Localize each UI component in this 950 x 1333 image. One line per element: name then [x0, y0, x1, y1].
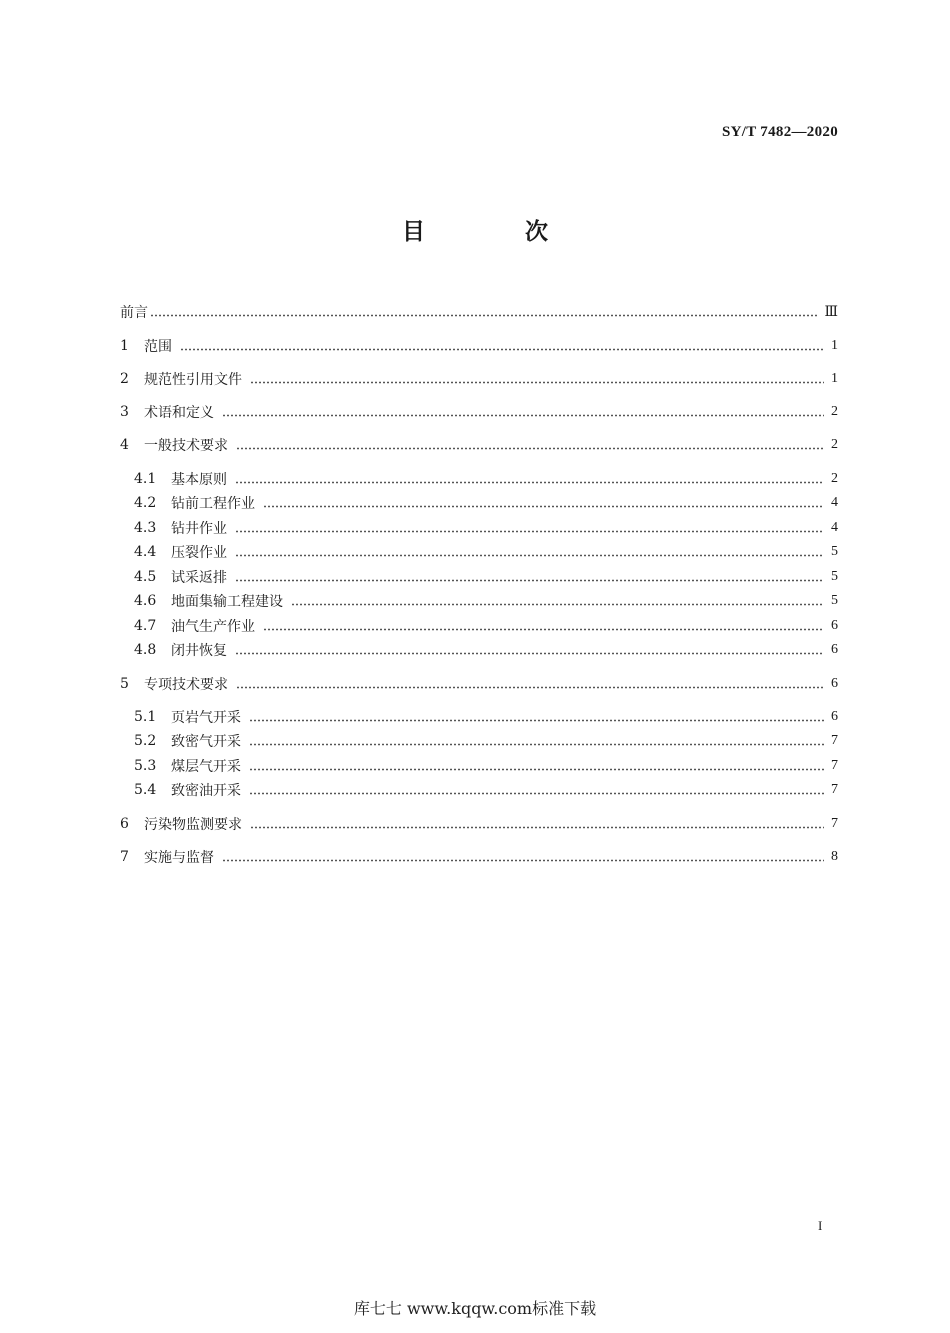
toc-label: 前言 [120, 305, 148, 321]
document-code: SY/T 7482—2020 [721, 124, 838, 140]
toc-page-number: 7 [831, 733, 838, 748]
toc-label: 污染物监测要求 [144, 817, 242, 833]
toc-entry[interactable] [120, 516, 838, 540]
toc-label: 致密油开采 [171, 783, 241, 799]
toc-page-number: 8 [831, 849, 838, 864]
toc-label: 范围 [144, 339, 172, 355]
toc-label: 页岩气开采 [171, 710, 241, 726]
toc-entry[interactable] [120, 565, 838, 589]
toc-label: 实施与监督 [144, 850, 214, 866]
toc-page-number: Ⅲ [824, 304, 838, 320]
toc-page-number: 1 [831, 338, 838, 353]
page-number: I [818, 1218, 823, 1233]
dot-leader [222, 414, 824, 417]
toc-page-number: 2 [831, 437, 838, 452]
toc-number: 5.2 [134, 733, 157, 749]
dot-leader [235, 579, 824, 582]
toc-number: 4 [120, 437, 129, 453]
page-title: 目 次 [401, 219, 594, 245]
toc-page-number: 6 [831, 676, 838, 691]
toc-label: 试采返排 [171, 570, 227, 586]
dot-leader [235, 530, 824, 533]
toc-page-number: 6 [831, 709, 838, 724]
toc-label: 压裂作业 [171, 545, 227, 561]
toc-entry[interactable] [120, 540, 838, 564]
toc-number: 1 [120, 338, 129, 354]
toc-label: 基本原则 [171, 472, 227, 488]
toc-page-number: 7 [831, 758, 838, 773]
toc-number: 6 [120, 816, 129, 832]
toc-label: 致密气开采 [171, 734, 241, 750]
toc-entry[interactable] [120, 491, 838, 515]
toc-page-number: 6 [831, 642, 838, 657]
toc-number: 3 [120, 404, 129, 420]
toc-entry[interactable] [120, 614, 838, 638]
toc-label: 钻前工程作业 [171, 496, 255, 512]
toc-label: 规范性引用文件 [144, 372, 242, 388]
dot-leader [235, 481, 824, 484]
toc-entry[interactable] [120, 589, 838, 613]
toc-entry[interactable] [120, 367, 838, 391]
dot-leader [236, 686, 824, 689]
toc-page-number: 6 [831, 618, 838, 633]
toc-entry[interactable] [120, 300, 838, 324]
toc-label: 术语和定义 [144, 405, 214, 421]
toc-entry[interactable] [120, 334, 838, 358]
toc-number: 4.2 [134, 495, 157, 511]
toc-label: 油气生产作业 [171, 619, 255, 635]
toc-entry[interactable] [120, 400, 838, 424]
dot-leader [235, 554, 824, 557]
dot-leader [222, 859, 824, 862]
toc-page-number: 1 [831, 371, 838, 386]
dot-leader [150, 314, 818, 317]
toc-entry[interactable] [120, 638, 838, 662]
dot-leader [250, 381, 824, 384]
dot-leader [263, 628, 824, 631]
toc-number: 4.1 [134, 471, 157, 487]
toc-page-number: 5 [831, 544, 838, 559]
toc-page-number: 5 [831, 593, 838, 608]
toc-number: 4.4 [134, 544, 157, 560]
toc-number: 2 [120, 371, 129, 387]
toc-page-number: 2 [831, 471, 838, 486]
dot-leader [249, 719, 824, 722]
toc-label: 专项技术要求 [144, 677, 228, 693]
toc-entry[interactable] [120, 433, 838, 457]
dot-leader [250, 826, 824, 829]
toc-label: 煤层气开采 [171, 759, 241, 775]
toc-entry[interactable] [120, 705, 838, 729]
dot-leader [249, 768, 824, 771]
toc-number: 4.5 [134, 569, 157, 585]
toc-entry[interactable] [120, 672, 838, 696]
dot-leader [249, 792, 824, 795]
toc-number: 4.3 [134, 520, 157, 536]
toc-number: 5 [120, 676, 129, 692]
toc-number: 4.7 [134, 618, 157, 634]
toc-entry[interactable] [120, 845, 838, 869]
toc-entry[interactable] [120, 754, 838, 778]
toc-page-number: 7 [831, 782, 838, 797]
toc-entry[interactable] [120, 467, 838, 491]
toc-entry[interactable] [120, 812, 838, 836]
toc-number: 5.3 [134, 758, 157, 774]
dot-leader [235, 652, 824, 655]
toc-number: 4.6 [134, 593, 157, 609]
toc-number: 4.8 [134, 642, 157, 658]
toc-label: 地面集输工程建设 [171, 594, 283, 610]
toc-label: 闭井恢复 [171, 643, 227, 659]
dot-leader [236, 447, 824, 450]
dot-leader [263, 505, 824, 508]
dot-leader [249, 743, 824, 746]
watermark-text: 库七七 www.kqqw.com标准下载 [353, 1299, 597, 1318]
dot-leader [180, 348, 824, 351]
toc-number: 7 [120, 849, 129, 865]
toc-label: 钻井作业 [171, 521, 227, 537]
toc-entry[interactable] [120, 778, 838, 802]
toc-page-number: 7 [831, 816, 838, 831]
toc-number: 5.1 [134, 709, 157, 725]
toc-page-number: 5 [831, 569, 838, 584]
toc-number: 5.4 [134, 782, 157, 798]
toc-label: 一般技术要求 [144, 438, 228, 454]
toc-page-number: 2 [831, 404, 838, 419]
dot-leader [291, 603, 824, 606]
toc-page-number: 4 [831, 495, 838, 510]
toc-entry[interactable] [120, 729, 838, 753]
toc-page-number: 4 [831, 520, 838, 535]
